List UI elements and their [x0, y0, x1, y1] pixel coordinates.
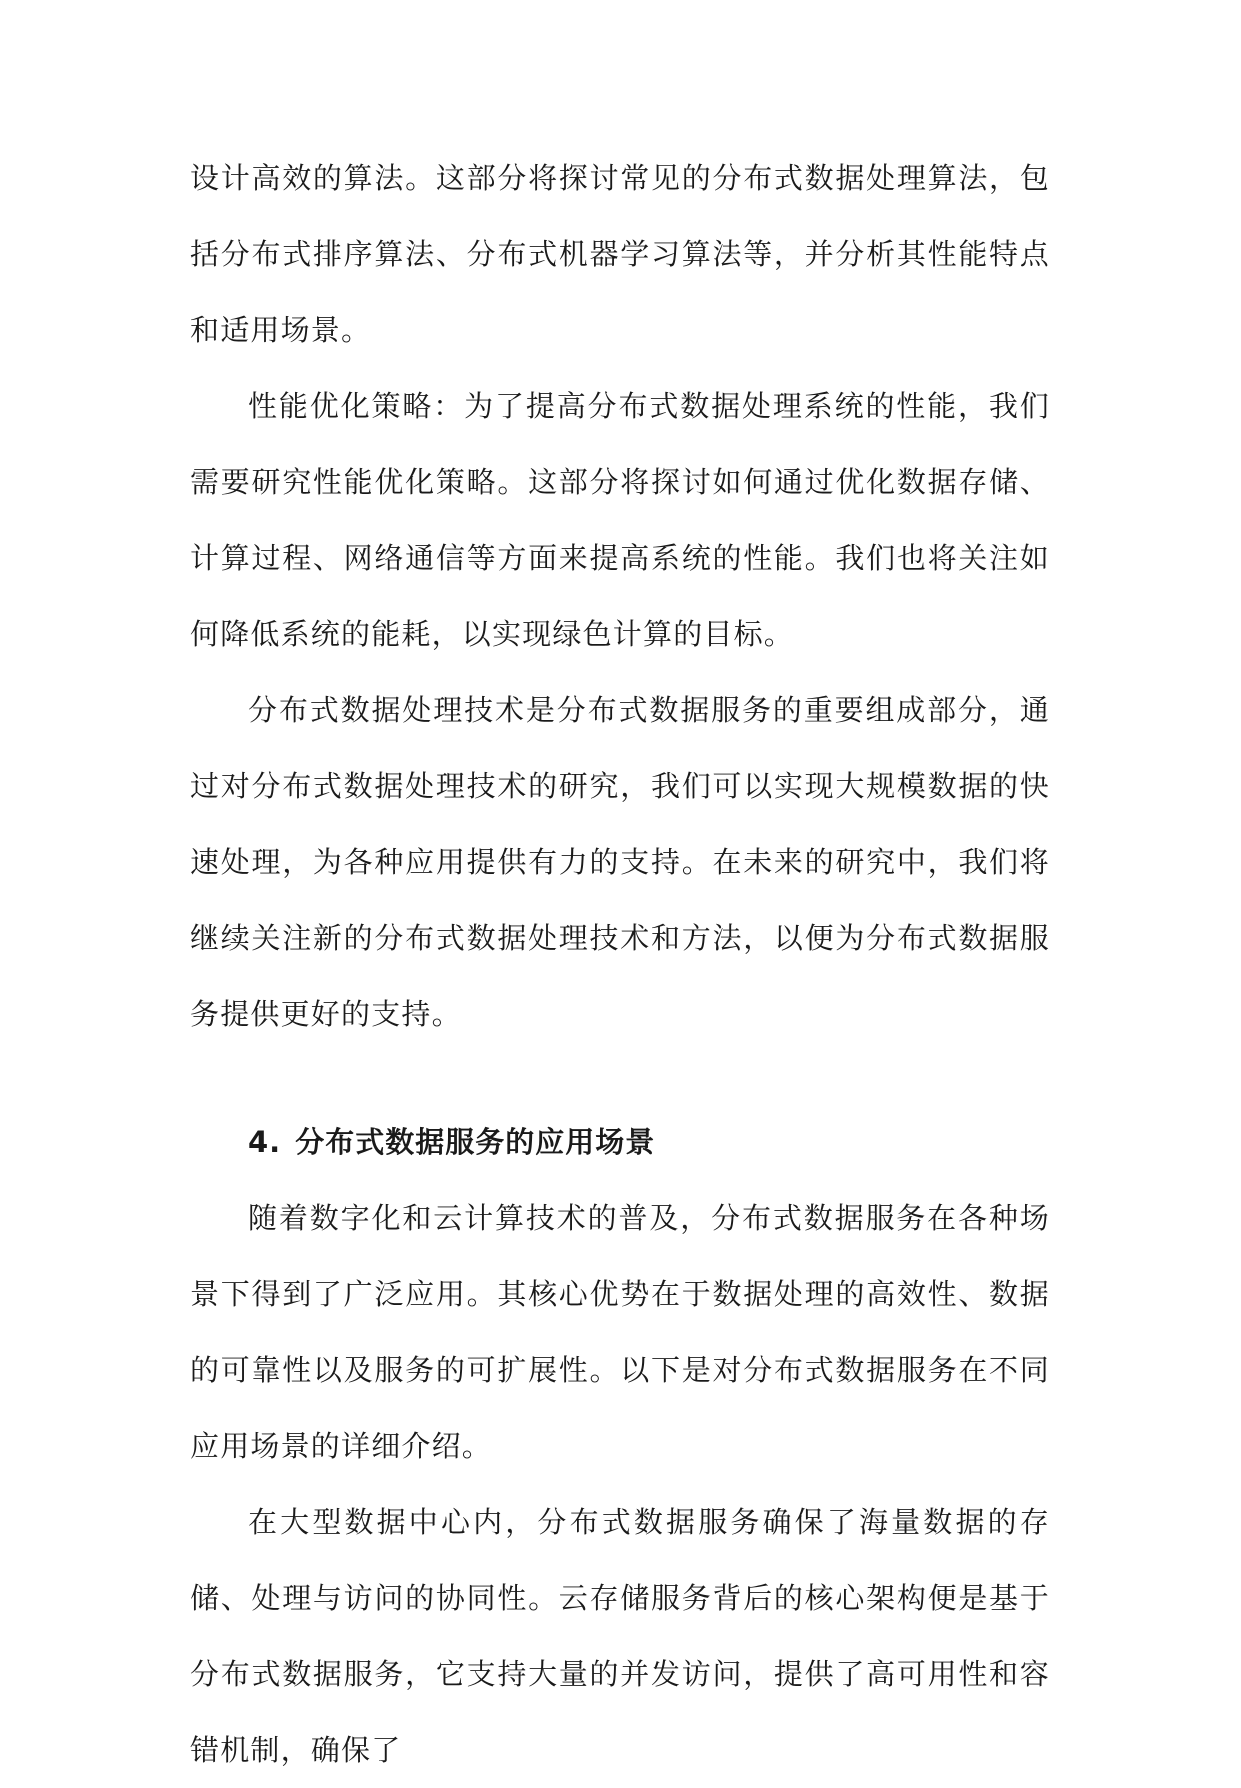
- document-page: [190, 140, 1050, 1788]
- section-number: 4.: [248, 1125, 282, 1159]
- section-heading: [248, 1104, 1050, 1180]
- paragraph-data-center: 在大型数据中心内，分布式数据服务确保了海量数据的存储、处理与访问的协同性。云存储服务背后的核心架构便是基于分布式数据服务，它支持大量的并发访问，提供了高可用性和容错机制，确保了: [190, 1505, 1050, 1767]
- paragraph-algorithms: 设计高效的算法。这部分将探讨常见的分布式数据处理算法，包括分布式排序算法、分布式机器学习算法等，并分析其性能特点和适用场景。: [190, 161, 1050, 347]
- paragraph-application-intro: 随着数字化和云计算技术的普及，分布式数据服务在各种场景下得到了广泛应用。其核心优势在于数据处理的高效性、数据的可靠性以及服务的可扩展性。以下是对分布式数据服务在不同应用场景的详细介绍。: [190, 1201, 1050, 1463]
- section-title: 分布式数据服务的应用场景: [295, 1125, 656, 1159]
- paragraph-performance-optimization: 性能优化策略：为了提高分布式数据处理系统的性能，我们需要研究性能优化策略。这部分将探讨如何通过优化数据存储、计算过程、网络通信等方面来提高系统的性能。我们也将关注如何降低系统的能耗，以实现绿色计算的目标。: [190, 389, 1050, 651]
- paragraph-processing-summary: 分布式数据处理技术是分布式数据服务的重要组成部分，通过对分布式数据处理技术的研究，我们可以实现大规模数据的快速处理，为各种应用提供有力的支持。在未来的研究中，我们将继续关注新的分布式数据处理技术和方法，以便为分布式数据服务提供更好的支持。: [190, 693, 1050, 1031]
